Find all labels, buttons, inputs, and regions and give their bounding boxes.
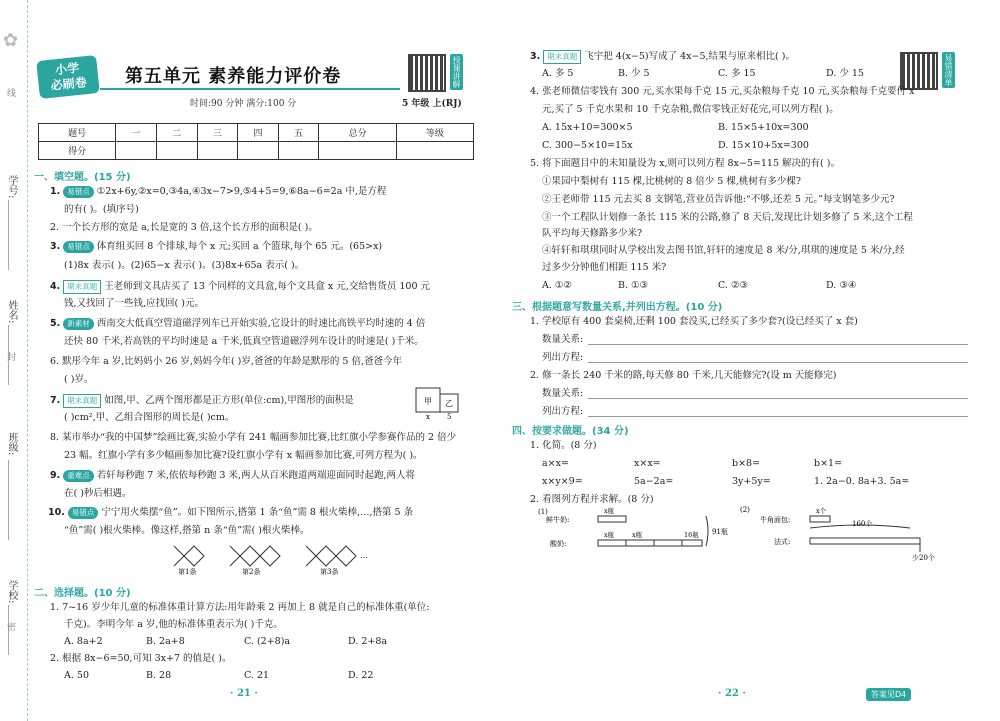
square-label-jia: 甲 [424,397,432,406]
question-line: 4. 张老师微信零钱有 300 元,买水果每千克 15 元,买杂粮每千克 10 元,买杂粮每千克要付 x [530,86,915,97]
answer-line[interactable] [588,362,968,363]
score-cell[interactable] [197,142,238,160]
table-cell: 二 [156,124,197,142]
segment-label: x瓶 [604,507,615,515]
question-number: 3. [50,241,61,252]
question-line [50,280,430,294]
square-label-yi: 乙 [445,399,453,408]
question-tag: 期末真题 [543,50,581,64]
page-number: · 21 · [230,688,258,699]
question-line: ①果园中梨树有 115 棵,比桃树的 8 倍少 5 棵,桃树有多少棵? [542,176,801,187]
simplify-item[interactable]: a×x= [542,458,569,469]
fish-label: 第3条 [320,568,339,576]
option[interactable]: D. 少 15 [826,68,864,79]
option[interactable]: A. ①② [542,280,572,291]
student-id-line[interactable] [8,200,9,270]
question-line: 2. 一个长方形的宽是 a,长是宽的 3 倍,这个长方形的面积是( )。 [50,222,318,233]
segment-label: x瓶 [604,531,615,539]
section-heading: 三、根据题意写数量关系,并列出方程。(10 分) [512,302,723,313]
question-line: 过多少分钟他们相距 115 米? [542,262,667,273]
question-number: 1. [50,186,61,197]
question-line: 5. 将下面题目中的未知量设为 x,则可以列方程 8x−5=115 解决的有( )。 [530,158,840,169]
simplify-item[interactable]: b×8= [732,458,761,469]
question-text: ①2x+6y,②x=0,③4a,④3x−7>9,⑤4+5=9,⑥8a−6=2a 中,是方程 [96,186,387,197]
score-cell[interactable] [396,142,473,160]
question-line: ③一个工程队计划修一条长 115 米的公路,修了 8 天后,发现比计划多修了 5 米,这个工程 [542,212,913,223]
question-line: (1)8x 表示( )。(2)65−x 表示( )。(3)8x+65a 表示( )。 [64,260,305,271]
question-line: 的有( )。(填序号) [64,204,139,215]
table-cell: 题号 [39,124,116,142]
question-line: “鱼”需( )根火柴棒。像这样,搭第 n 条“鱼”需( )根火柴棒。 [64,525,310,536]
question-text: 宁宁用火柴摆“鱼”。如下图所示,搭第 1 条“鱼”需 8 根火柴棒,…,搭第 5 条 [101,507,414,518]
table-cell: 三 [197,124,238,142]
option[interactable]: B. ①③ [618,280,649,291]
question-line: 23 幅。红旗小学有多少幅画参加比赛?设红旗小学有 x 幅画参加比赛,可列方程为( )。 [64,450,423,461]
badge-line1: 小学 [54,60,80,78]
score-cell[interactable] [238,142,279,160]
matchstick-fish-figure [170,540,370,576]
score-table [38,123,474,160]
simplify-item[interactable]: 5a−2a= [634,476,674,487]
segment-label: 16瓶 [684,531,699,539]
score-cell[interactable] [319,142,396,160]
score-cell[interactable] [278,142,319,160]
question-tag: 期末真题 [63,394,101,408]
binding-deco: 密 [5,622,15,631]
page-number: · 22 · [718,688,746,699]
question-number: 7. [50,395,61,406]
question-line: ④轩轩和琪琪同时从学校出发去图书馆,轩轩的速度是 8 米/分,琪琪的速度是 5 米/分,经 [542,245,905,256]
option[interactable]: D. 2+8a [348,636,388,647]
question-line [50,186,386,198]
question-text: 体育组买回 8 个排球,每个 x 元;买回 a 个篮球,每个 65 元。(65>x) [96,241,383,252]
answer-line[interactable] [588,344,968,345]
question-line [50,318,425,330]
fig-index: (1) [538,508,548,516]
qr-code-icon[interactable] [900,52,938,90]
simplify-item[interactable]: 3y+5y= [732,476,771,487]
option[interactable]: A. 50 [64,670,89,681]
segment-label: x个 [816,507,827,515]
answer-label: 数量关系: [542,388,584,399]
question-line: 6. 默彤今年 a 岁,比妈妈小 26 岁,妈妈今年( )岁,爸爸的年龄是默彤的 5 倍,爸爸今年 [50,356,403,367]
option[interactable]: A. 15x+10=300×5 [542,122,633,133]
binding-deco: 封 [5,352,15,361]
less-label: 少20个 [912,554,935,562]
score-cell[interactable] [156,142,197,160]
question-tag: 易错点 [63,186,94,198]
simplify-item[interactable]: b×1= [814,458,843,469]
fresh-milk-label: 鲜牛奶: [546,516,570,524]
answer-label: 列出方程: [542,352,584,363]
question-line: ②王老师带 115 元去买 8 支钢笔,营业员告诉他:“不够,还差 5 元。”每支钢笔多少元? [542,194,895,205]
question-line: ( )岁。 [64,374,94,385]
qr-label: 易错清单 [944,54,953,86]
question-line: 元,买了 5 千克水果和 10 千克杂粮,微信零钱正好花完,可以列方程( )。 [542,104,839,115]
question-text: 如图,甲、乙两个图形都是正方形(单位:cm),甲图形的面积是 [104,395,354,406]
question-line: 1. 学校原有 400 套桌椅,还剩 100 套没买,已经买了多少套?(设已经买了 x 套) [530,316,858,327]
qr-code-icon[interactable] [408,54,446,92]
question-number: 5. [50,318,61,329]
right-page [508,0,988,721]
answer-reference[interactable]: 答案见D4 [866,688,911,701]
question-line: 在( )秒后相遇。 [64,488,132,499]
fig-index: (2) [740,506,750,514]
grade-label: 5 年级 上(RJ) [402,99,462,109]
question-tag: 新素材 [63,318,94,330]
option[interactable]: A. 多 5 [542,68,574,79]
page-title: 第五单元 素养能力评价卷 [125,66,342,87]
question-line [50,470,415,482]
left-page [30,0,482,721]
question-text: 飞宇把 4(x−5)写成了 4x−5,结果与原来相比( )。 [584,51,795,62]
option[interactable]: C. 多 15 [718,68,756,79]
option[interactable]: B. 2a+8 [146,636,185,647]
squares-figure [414,384,476,420]
binding-deco: 线 [5,88,15,97]
question-tag: 易错点 [68,507,99,519]
segment-label: x瓶 [632,531,643,539]
yogurt-label: 酸奶: [550,540,567,548]
table-row [39,142,474,160]
option[interactable]: B. 15×5+10x=300 [718,122,809,133]
answer-label: 数量关系: [542,334,584,345]
question-number: 10. [48,507,65,518]
question-line: ( )cm²,甲、乙组合图形的周长是( )cm。 [64,412,235,423]
simplify-item[interactable]: x×x= [634,458,661,469]
binding-strip [0,0,28,721]
flower-icon: ✿ [3,30,19,51]
question-line: 1. 化简。(8 分) [530,440,597,451]
student-id-label: 学号: [6,175,17,199]
option[interactable]: B. 少 5 [618,68,650,79]
question-number: 9. [50,470,61,481]
simplify-item[interactable]: 1. 2a−0. 8a+3. 5a= [814,476,910,487]
option[interactable]: D. 22 [348,670,374,681]
question-line: 2. 修一条长 240 千米的路,每天修 80 千米,几天能修完?(设 m 天能修完) [530,370,837,381]
question-text: 王老师到文具店买了 13 个同样的文具盒,每个文具盒 x 元,交给售货员 100 元 [104,281,431,292]
question-line: 还快 80 千米,若高铁的平均时速是 a 千米,低真空管道磁浮列车设计的时速是( )千米。 [64,336,424,347]
question-text: 若轩每秒跑 7 米,依依每秒跑 3 米,两人从百米跑道两端迎面同时起跑,两人将 [96,470,415,481]
question-line [50,241,382,253]
name-label: 姓名: [6,300,17,324]
option[interactable]: D. 15×10+5x=300 [718,140,809,151]
answer-line[interactable] [588,416,968,417]
score-cell[interactable] [116,142,157,160]
brand-badge [36,55,100,99]
question-line: 2. 根据 8x−6=50,可知 3x+7 的值是( )。 [50,653,232,664]
answer-line[interactable] [588,398,968,399]
question-line: 钱,又找回了一些钱,应找回( )元。 [64,298,204,309]
header [30,50,482,118]
fish-label: 第2条 [242,568,261,576]
question-number: 4. [50,281,61,292]
section-heading: 二、选择题。(10 分) [34,588,131,599]
question-line: 队平均每天修路多少米? [542,228,643,239]
badge-line2: 必刷卷 [50,75,88,93]
croissant-label: 牛角面包: [760,516,791,524]
question-line [530,50,795,64]
question-line: 1. 7~16 岁少年儿童的标准体重计算方法:用年龄乘 2 再加上 8 就是自己的标准体重(单位: [50,602,430,613]
question-number: 3. [530,51,541,62]
section-heading: 一、填空题。(15 分) [34,172,131,183]
question-line [48,507,413,519]
option[interactable]: B. 28 [146,670,172,681]
fish-ellipsis: … [360,551,368,560]
table-cell: 五 [278,124,319,142]
question-tag: 重难点 [63,470,94,482]
amount-label: 160个 [852,520,873,528]
answer-label: 列出方程: [542,406,584,417]
fish-label: 第1条 [178,568,197,576]
class-line[interactable] [8,460,9,540]
option[interactable]: C. 21 [244,670,270,681]
table-cell: 等级 [396,124,473,142]
milk-bar-diagram [538,506,738,558]
school-label: 学校: [6,580,17,604]
dim-label-x: x [426,413,430,420]
question-text: 西南交大低真空管道磁浮列车已开始实验,它设计的时速比高铁平均时速的 4 倍 [96,318,426,329]
table-cell: 总分 [319,124,396,142]
qr-label: 授课讲解 [452,56,461,88]
option[interactable]: C. ②③ [718,280,749,291]
option[interactable]: D. ③④ [826,280,857,291]
question-tag: 易错点 [63,241,94,253]
question-line [50,394,354,408]
total-label: 91瓶 [712,528,728,536]
bread-bar-diagram [740,504,950,562]
class-label: 班级: [6,432,17,456]
table-cell: 一 [116,124,157,142]
question-line: 2. 看图列方程并求解。(8 分) [530,494,654,505]
question-tag: 期末真题 [63,280,101,294]
question-line: 千克)。李明今年 a 岁,他的标准体重表示为( )千克。 [64,619,283,630]
section-heading: 四、按要求做题。(34 分) [512,426,629,437]
question-line: 8. 某市举办“我的中国梦”绘画比赛,实验小学有 241 幅画参加比赛,比红旗小学参赛作品的 2 倍少 [50,432,457,443]
french-bread-label: 法式: [774,538,791,546]
exam-info: 时间:90 分钟 满分:100 分 [190,99,297,109]
simplify-item[interactable]: x×y×9= [542,476,583,487]
dim-label-5: 5 [447,413,452,420]
option[interactable]: C. 300−5×10=15x [542,140,633,151]
option[interactable]: A. 8a+2 [64,636,103,647]
table-cell: 得分 [39,142,116,160]
table-row [39,124,474,142]
table-cell: 四 [238,124,279,142]
option[interactable]: C. (2+8)a [244,636,291,647]
